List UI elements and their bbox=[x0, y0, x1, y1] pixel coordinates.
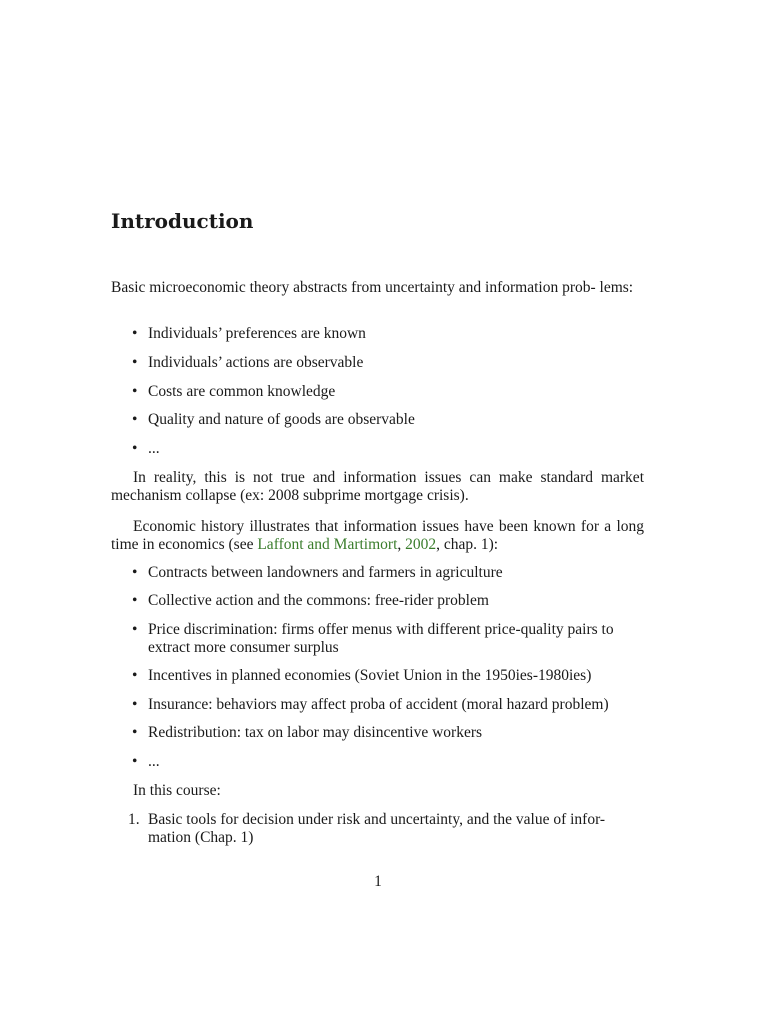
page-number: 1 bbox=[374, 873, 382, 890]
list-item-text: Price discrimination: firms offer menus with different price-quality pairs to extract more consumer surplus bbox=[148, 621, 614, 656]
list-item-text: Contracts between landowners and farmers in agriculture bbox=[148, 564, 503, 581]
enumerated-item-text: Basic tools for decision under risk and uncertainty, and the value of infor- mation (Chap. 1) bbox=[148, 811, 606, 846]
list-item bbox=[130, 724, 644, 742]
history-text-end: , chap. 1): bbox=[436, 536, 499, 553]
citation-separator: , bbox=[397, 536, 406, 553]
list-item bbox=[130, 667, 644, 685]
list-item bbox=[130, 592, 644, 610]
item-number: 1. bbox=[128, 811, 140, 828]
history-text: Economic history illustrates that information issues have been known for a long time in economics (see bbox=[111, 518, 644, 553]
bullet-icon: • bbox=[132, 411, 138, 428]
list-item-text: Quality and nature of goods are observable bbox=[148, 411, 415, 428]
bullet-icon: • bbox=[132, 383, 138, 400]
list-item bbox=[130, 440, 644, 458]
enumerated-item bbox=[130, 811, 644, 847]
list-item-text: Individuals’ preferences are known bbox=[148, 325, 366, 342]
list-item-text: Individuals’ actions are observable bbox=[148, 354, 364, 371]
citation-authors-link[interactable]: Laffont and Martimort bbox=[257, 536, 398, 553]
list-item bbox=[130, 564, 644, 582]
list-item bbox=[130, 753, 644, 771]
bullet-icon: • bbox=[132, 354, 138, 371]
bullet-icon: • bbox=[132, 667, 138, 684]
list-item bbox=[130, 354, 644, 372]
list-item-text: Redistribution: tax on labor may disincentive workers bbox=[148, 724, 483, 741]
list-item-text: Costs are common knowledge bbox=[148, 383, 336, 400]
bullet-icon: • bbox=[132, 592, 138, 609]
bullet-icon: • bbox=[132, 724, 138, 741]
bullet-icon: • bbox=[132, 564, 138, 581]
list-item bbox=[130, 325, 644, 343]
list-item-text: ... bbox=[148, 440, 160, 457]
reality-paragraph: In reality, this is not true and information issues can make standard market mechanism collapse (ex: 2008 subprime mortgage crisis). bbox=[111, 469, 644, 504]
bullet-icon: • bbox=[132, 440, 138, 457]
bullet-icon: • bbox=[132, 325, 138, 342]
list-item bbox=[130, 621, 644, 657]
bullet-icon: • bbox=[132, 753, 138, 770]
bullet-icon: • bbox=[132, 621, 138, 638]
history-paragraph bbox=[111, 518, 644, 554]
list-item bbox=[130, 383, 644, 401]
citation-year-link[interactable]: 2002 bbox=[405, 536, 437, 553]
intro-paragraph: Basic microeconomic theory abstracts from uncertainty and information prob- lems: bbox=[111, 279, 634, 296]
list-item-text: Incentives in planned economies (Soviet Union in the 1950ies-1980ies) bbox=[148, 667, 592, 684]
course-intro: In this course: bbox=[133, 782, 221, 799]
list-item-text: Collective action and the commons: free-rider problem bbox=[148, 592, 489, 609]
bullet-icon: • bbox=[132, 696, 138, 713]
list-item-text: ... bbox=[148, 753, 160, 770]
list-item-text: Insurance: behaviors may affect proba of accident (moral hazard problem) bbox=[148, 696, 609, 713]
list-item bbox=[130, 696, 644, 714]
page-title: Introduction bbox=[111, 209, 254, 233]
list-item bbox=[130, 411, 644, 429]
